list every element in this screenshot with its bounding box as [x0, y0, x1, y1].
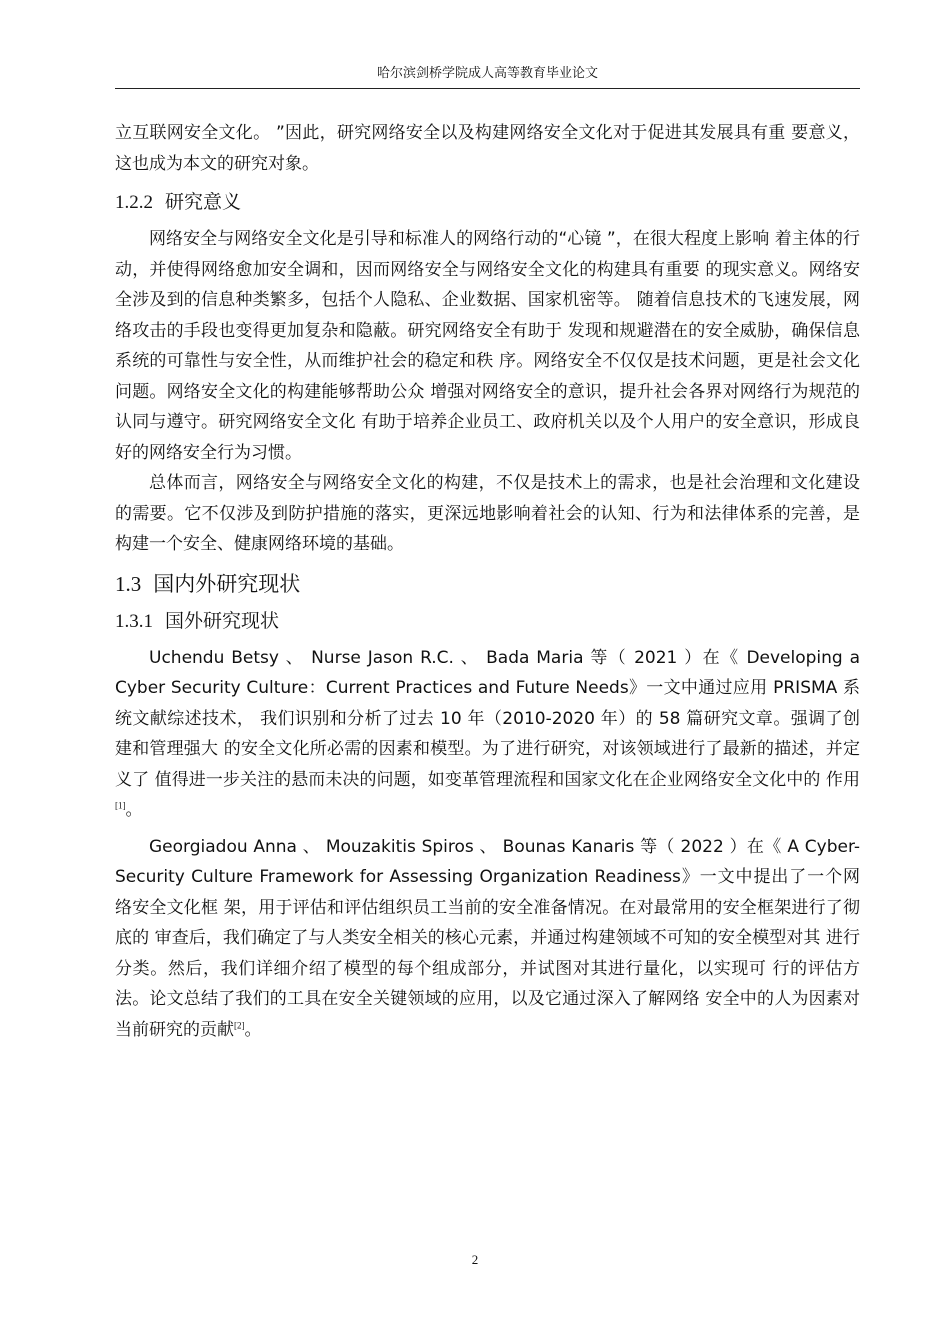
- literature-1-text: Uchendu Betsy 、 Nurse Jason R.C. 、 Bada Maria 等（ 2021 ）在《 Developing a Cyber Security Culture：Current Practices and Future Needs》一文中通过应用 PRISMA 系统文献综述技术， 我们识别和分析了过去 10 年（2010-2020 年）的 58 篇研究文章。强调了创建和管理强大 的安全文化所必需的因素和模型。为了进行研究，对该领域进行了最新的描述，并定义了 值得进一步关注的悬而未决的问题，如变革管理流程和国家文化在企业网络安全文化中的 作用: [115, 647, 860, 790]
- section-title: 研究意义: [165, 191, 242, 213]
- section-number: 1.3.1: [115, 610, 153, 632]
- page-number: 2: [471, 1252, 479, 1267]
- section-heading-1-2-2: [115, 189, 860, 216]
- section-title: 国外研究现状: [165, 609, 280, 632]
- section-heading-1-3-1: [115, 608, 860, 635]
- literature-2-end: 。: [244, 1019, 262, 1040]
- paragraph-significance: 网络安全与网络安全文化是引导和标准人的网络行动的“心镜 ”，在很大程度上影响 着主体的行动，并使得网络愈加安全调和，因而网络安全与网络安全文化的构建具有重要 的现实意义。网络安全涉及到的信息种类繁多，包括个人隐私、企业数据、国家机密等。 随着信息技术的飞速发展，网络攻击的手段也变得更加复杂和隐蔽。研究网络安全有助于 发现和规避潜在的安全威胁，确保信息系统的可靠性与安全性，从而维护社会的稳定和秩 序。网络安全不仅仅是技术问题，更是社会文化问题。网络安全文化的构建能够帮助公众 增强对网络安全的意识，提升社会各界对网络行为规范的认同与遵守。研究网络安全文化 有助于培养企业员工、政府机关以及个人用户的安全意识，形成良好的网络安全行为习惯。: [115, 229, 860, 463]
- literature-1-end: 。: [125, 800, 143, 820]
- section-title: 国内外研究现状: [153, 571, 301, 596]
- section-number: 1.2.2: [115, 192, 153, 213]
- section-heading-1-3: [115, 570, 860, 598]
- literature-2-text: Georgiadou Anna 、 Mouzakitis Spiros 、 Bounas Kanaris 等（ 2022 ）在《 A Cyber-Security Culture Framework for Assessing Organization Readiness》一文中提出了一个网络安全文化框 架，用于评估和评估组织员工当前的安全准备情况。在对最常用的安全框架进行了彻底的 审查后，我们确定了与人类安全相关的核心元素，并通过构建领域不可知的安全模型对其 进行分类。然后，我们详细介绍了模型的每个组成部分，并试图对其进行量化，以实现可 行的评估方法。论文总结了我们的工具在安全关键领域的应用，以及它通过深入了解网络 安全中的人为因素对当前研究的贡献: [115, 836, 860, 1040]
- paragraph-literature-2: [115, 832, 860, 1046]
- citation-1: [1]: [115, 800, 126, 811]
- page-header: [115, 64, 860, 89]
- section-number: 1.3: [115, 571, 142, 596]
- paragraph-summary: 总体而言，网络安全与网络安全文化的构建，不仅是技术上的需求，也是社会治理和文化建设的需要。它不仅涉及到防护措施的落实，更深远地影响着社会的认知、行为和法律体系的完善，是构建一个安全、健康网络环境的基础。: [115, 473, 860, 554]
- paragraph-literature-1: [115, 643, 860, 826]
- page-content: [115, 118, 860, 1045]
- header-title: 哈尔滨剑桥学院成人高等教育毕业论文: [376, 66, 598, 81]
- citation-2: [2]: [234, 1019, 245, 1030]
- paragraph-continuation: 立互联网安全文化。 ”因此，研究网络安全以及构建网络安全文化对于促进其发展具有重 要意义，这也成为本文的研究对象。: [115, 123, 860, 174]
